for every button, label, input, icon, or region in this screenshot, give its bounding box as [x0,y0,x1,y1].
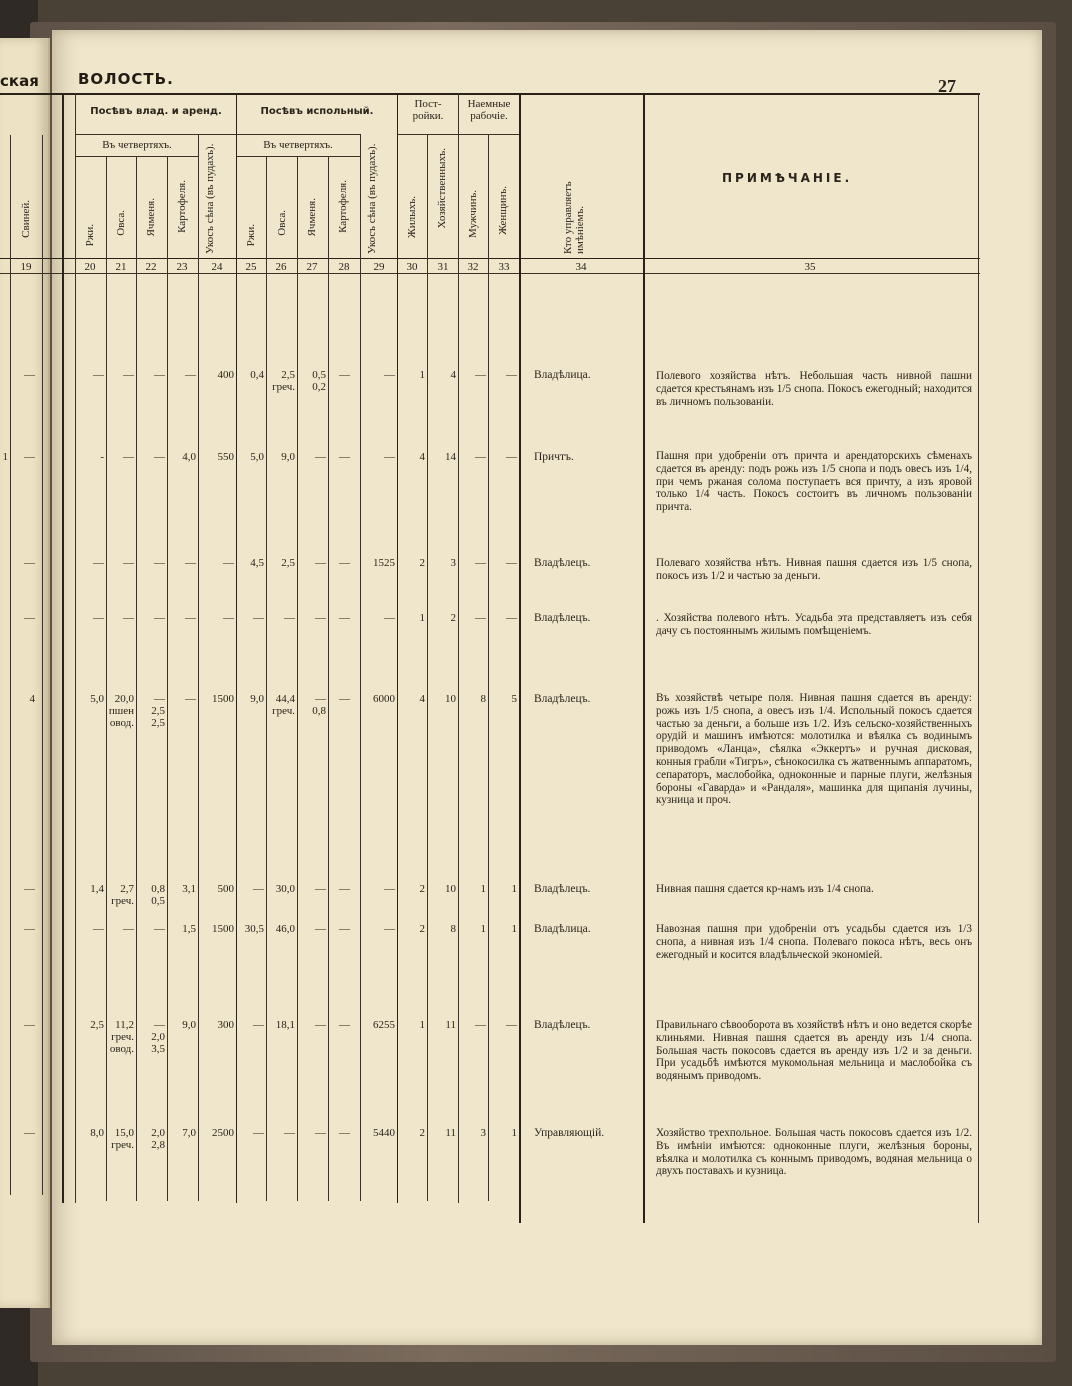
col-number: 30 [406,261,418,273]
manager-cell: Владѣлецъ. [534,557,591,569]
note-cell: Хозяйство трехпольное. Большая часть покосовъ сдается изъ 1/2. Въ имѣніи имѣются: одноконные плуги, желѣзныя бороны, вѣялка и молотилка съ коннымъ приводомъ, водяная мельница о двухъ поставахъ и кузница. [656,1127,972,1178]
table-cell: 1 [511,883,517,895]
table-cell-sub: овод. [109,717,134,729]
table-cell: 5440 [373,1127,395,1139]
table-cell: 11 [445,1127,456,1139]
col-zhenshchin: Женщинъ. [497,186,509,235]
table-cell: — [185,557,196,569]
header-workers: Наемные рабочіе. [467,98,511,122]
table-cell: 3,1 [182,883,196,895]
manager-cell: Управляющій. [534,1127,605,1139]
table-cell: — [506,557,517,569]
note-cell: . Хозяйства полевого нѣтъ. Усадьба эта представляетъ изъ себя дачу съ постояннымъ жилымъ помѣщеніемъ. [656,612,972,637]
table-cell: 11,2 [115,1019,134,1031]
table-cell-sub: пшен [108,705,134,717]
table-cell: — [24,1019,35,1031]
table-cell-sub: 3,5 [151,1043,165,1055]
table-cell: 30,0 [275,883,295,895]
vline [519,93,521,1223]
table-cell: 1 [419,1019,425,1031]
table-cell: 1 [511,1127,517,1139]
table-cell: 2,7 [120,883,134,895]
table-cell-sub: 0,8 [312,705,326,717]
table-cell: 4 [419,693,425,705]
table-cell: — [24,557,35,569]
header-buildings: Пост- ройки. [412,98,444,122]
table-cell: — [339,923,350,935]
table-cell: 8 [450,923,456,935]
table-cell: — [93,612,104,624]
table-cell: 300 [217,1019,234,1031]
table-cell: — [475,369,486,381]
vline [427,134,428,1201]
table-cell: — [315,923,326,935]
note-cell: Полеваго хозяйства нѣтъ. Нивная пашня сдается изъ 1/5 снопа, покосъ изъ 1/2 и частью за деньги. [656,557,972,582]
manager-cell: Причтъ. [534,451,574,463]
table-cell: 400 [217,369,234,381]
table-cell: 1 [419,612,425,624]
table-cell: — [384,612,395,624]
col-khozyaistvennykh: Хозяйственныхъ. [436,148,448,229]
table-cell-sub: 2,5 [151,717,165,729]
col-number: 21 [115,261,127,273]
table-cell: — [284,1127,295,1139]
table-cell: — [506,369,517,381]
table-cell: 2 [419,923,425,935]
table-cell: — [253,883,264,895]
col-yachmenya-1: Ячменя. [145,198,157,237]
table-cell: — [253,612,264,624]
table-cell-sub: 2,8 [151,1139,165,1151]
table-cell: — [93,369,104,381]
table-cell: 46,0 [275,923,295,935]
vline [488,134,489,1201]
table-cell: 0,4 [250,369,264,381]
table-cell: — [284,612,295,624]
volost-header: ВОЛОСТЬ. [78,70,174,88]
col-ukos-2: Укосъ сѣна (въ пудахъ). [366,143,378,254]
vline [458,93,459,1203]
table-cell: 1,5 [182,923,196,935]
table-cell: 10 [445,883,456,895]
table-cell: 4 [419,451,425,463]
table-cell: — [93,557,104,569]
table-cell: 9,0 [182,1019,196,1031]
table-cell: 10 [445,693,456,705]
table-cell: 1 [2,451,8,463]
table-cell: 6255 [373,1019,395,1031]
vline [75,93,76,1203]
col-ukos-1: Укосъ сѣна (въ пудахъ). [204,143,216,254]
table-cell: 4,5 [250,557,264,569]
table-cell: 15,0 [114,1127,134,1139]
table-cell: — [384,451,395,463]
table-cell: 2,5 [90,1019,104,1031]
table-cell: — [384,369,395,381]
table-cell: 1 [480,883,486,895]
note-cell: Въ хозяйствѣ четыре поля. Нивная пашня сдается въ аренду: рожь изъ 1/5 снопа, а овесъ изъ 1/4. Испольный покосъ сдается частью за деньги, а больше изъ 1/2. Изъ сельско-хозяйственныхъ орудій и машинъ имѣются: молотилка и вѣялка съ водинымъ приводомъ «Ланца», сѣялка «Эккертъ» и ручная дисковая, конныя грабли «Тигръ», сѣнокосилка съ жатвеннымъ аппаратомъ, сепараторъ, маслобойка, одноконные и парные плуги, желѣзныя бороны «Гаварда» и «Рандаля», машинка для щипанія лучины, кузница и проч. [656,692,972,807]
table-cell: 9,0 [250,693,264,705]
table-cell: — [475,612,486,624]
col-number: 34 [575,261,587,273]
table-cell: — [24,1127,35,1139]
col-number: 24 [211,261,223,273]
col-number: 22 [145,261,157,273]
vline [360,134,361,1201]
table-cell: — [185,612,196,624]
table-cell: — [123,612,134,624]
table-top-rule [0,93,980,95]
table-cell: 2,0 [151,1127,165,1139]
col-primechanie: ПРИМѢЧАНІЕ. [722,171,853,185]
table-cell: — [154,451,165,463]
table-cell: — [24,612,35,624]
table-cell: 1500 [212,923,234,935]
table-cell: — [339,451,350,463]
table-cell: 11 [445,1019,456,1031]
table-cell-sub: овод. [109,1043,134,1055]
table-cell: — [506,612,517,624]
col-number: 32 [467,261,479,273]
col-number: 28 [338,261,350,273]
table-cell: — [123,369,134,381]
table-cell: 5,0 [250,451,264,463]
table-cell: — [253,1019,264,1031]
manager-cell: Владѣлецъ. [534,693,591,705]
table-cell: — [24,923,35,935]
col-number: 20 [84,261,96,273]
header-rule-quarters-2 [236,156,360,157]
col-ovsa-1: Овса. [115,210,127,236]
col-number: 29 [373,261,385,273]
table-cell: 1 [419,369,425,381]
manager-cell: Владѣлица. [534,369,591,381]
col-number: 19 [20,261,32,273]
col-number: 26 [275,261,287,273]
table-cell: — [154,1019,165,1031]
table-cell: — [475,451,486,463]
col-rzhi-2: Ржи. [245,224,257,247]
table-cell: — [154,693,165,705]
table-cell: — [339,1127,350,1139]
col-number: 31 [437,261,449,273]
vline [167,156,168,1201]
table-cell: 6000 [373,693,395,705]
table-cell: 1525 [373,557,395,569]
table-cell: 3 [450,557,456,569]
table-cell: 2500 [212,1127,234,1139]
table-cell: — [339,693,350,705]
table-cell: — [384,883,395,895]
table-cell: — [315,612,326,624]
col-zhilykh: Жилыхъ. [406,196,418,239]
table-cell-sub: греч. [272,381,295,393]
table-cell: — [123,451,134,463]
table-cell: 550 [217,451,234,463]
table-cell-sub: греч. [111,1139,134,1151]
table-cell: 2,5 [281,557,295,569]
table-cell: — [185,693,196,705]
note-cell: Навозная пашня при удобреніи отъ усадьбы сдается изъ 1/3 снопа, а нивная изъ 1/4 снопа. Полеваго покоса нѣтъ, весь онъ ежегодный и косится владѣльческой экономіей. [656,923,972,961]
vline [297,156,298,1201]
table-cell: — [339,883,350,895]
col-number: 27 [306,261,318,273]
table-cell: — [253,1127,264,1139]
col-number: 33 [498,261,510,273]
table-cell: — [506,451,517,463]
table-cell: — [339,557,350,569]
table-cell: 18,1 [275,1019,295,1031]
table-cell: — [384,923,395,935]
col-muzhchin: Мужчинъ. [467,190,479,238]
manager-cell: Владѣлица. [534,923,591,935]
header-rule-groups [75,134,360,135]
table-cell: 0,5 [312,369,326,381]
table-cell: 1 [511,923,517,935]
vline [10,135,11,1195]
table-cell: — [315,1127,326,1139]
table-cell: 4,0 [182,451,196,463]
table-cell: 1 [480,923,486,935]
vline [266,156,267,1201]
table-cell: — [154,612,165,624]
col-number-rule [0,273,980,274]
table-cell: — [93,923,104,935]
header-quarters-1: Въ четвертяхъ. [102,139,172,151]
vline [42,135,43,1195]
col-number: 35 [804,261,816,273]
table-cell: 2 [419,557,425,569]
table-cell: 2 [450,612,456,624]
table-cell: 2 [419,883,425,895]
table-cell-sub: 0,2 [312,381,326,393]
table-cell: — [154,923,165,935]
table-cell: 4 [29,693,35,705]
col-number: 25 [245,261,257,273]
vline [136,156,137,1201]
table-cell: 14 [445,451,456,463]
col-number: 23 [176,261,188,273]
manager-cell: Владѣлецъ. [534,1019,591,1031]
table-cell: 2,5 [281,369,295,381]
table-cell-sub: греч. [111,1031,134,1043]
table-cell: — [123,923,134,935]
table-cell: — [123,557,134,569]
table-cell: 44,4 [275,693,295,705]
table-cell: — [339,1019,350,1031]
table-cell: — [24,883,35,895]
header-bottom-rule [0,258,980,259]
vline [978,93,979,1223]
table-cell: — [223,612,234,624]
table-cell: — [315,1019,326,1031]
header-quarters-2: Въ четвертяхъ. [263,139,333,151]
table-cell: — [506,1019,517,1031]
vline [236,93,237,1203]
vline [643,93,645,1223]
col-svinej: Свиней. [20,200,32,238]
table-cell: — [223,557,234,569]
table-cell: — [24,451,35,463]
header-sown-share: Посѣвъ испольный. [260,106,374,117]
col-kartofelya-1: Картофеля. [176,180,188,233]
col-kartofelya-2: Картофеля. [337,180,349,233]
table-cell-sub: греч. [111,895,134,907]
manager-cell: Владѣлецъ. [534,883,591,895]
vline [397,93,398,1203]
vline [106,156,107,1201]
table-cell-sub: 2,5 [151,705,165,717]
table-cell: — [24,369,35,381]
vline-main [62,93,64,1203]
col-yachmenya-2: Ячменя. [306,198,318,237]
table-cell: 500 [217,883,234,895]
table-cell: — [475,557,486,569]
manager-cell: Владѣлецъ. [534,612,591,624]
table-cell: 9,0 [281,451,295,463]
header-sown-own: Посѣвъ влад. и аренд. [90,106,222,117]
table-cell: — [315,557,326,569]
table-cell: - [100,451,104,463]
table-cell: 5 [511,693,517,705]
table-cell: — [339,612,350,624]
table-cell: 4 [450,369,456,381]
table-cell: 8,0 [90,1127,104,1139]
table-cell: — [339,369,350,381]
table-cell: 1500 [212,693,234,705]
col-kto: Кто управляетъ имѣніемъ. [562,181,586,254]
table-cell: — [154,557,165,569]
page-number: 27 [938,76,956,96]
table-cell: 1,4 [90,883,104,895]
left-page-header: ская [0,72,39,90]
table-cell: — [315,693,326,705]
table-cell: 2 [419,1127,425,1139]
table-cell: 30,5 [244,923,264,935]
table-cell: — [475,1019,486,1031]
table-cell: — [154,369,165,381]
table-cell-sub: греч. [272,705,295,717]
col-rzhi-1: Ржи. [84,224,96,247]
note-cell: Правильнаго сѣвооборота въ хозяйствѣ нѣтъ и оно ведется скорѣе клиньями. Нивная пашня сдается въ аренду изъ 1/4 снопа. Большая часть покосовъ сдается въ аренду изъ 1/2 и за деньги. При усадьбѣ имѣются мукомольная мельница и маслобойка съ водянымъ приводомъ. [656,1019,972,1083]
note-cell: Нивная пашня сдается кр-намъ изъ 1/4 снопа. [656,883,874,895]
table-cell: — [315,451,326,463]
table-cell: 8 [480,693,486,705]
table-cell-sub: 0,5 [151,895,165,907]
vline [198,134,199,1201]
table-cell-sub: 2,0 [151,1031,165,1043]
table-cell: 20,0 [114,693,134,705]
table-cell: 7,0 [182,1127,196,1139]
table-cell: — [185,369,196,381]
note-cell: Полевого хозяйства нѣтъ. Небольшая часть нивной пашни сдается крестьянамъ изъ 1/5 снопа. Покосъ ежегодный; находится въ личномъ пользованіи. [656,370,972,408]
vline [328,156,329,1201]
table-cell: 0,8 [151,883,165,895]
table-cell: 5,0 [90,693,104,705]
note-cell: Пашня при удобреніи отъ причта и арендаторскихъ сѣменахъ сдается въ аренду: подъ рожь изъ 1/5 снопа и подъ овесъ изъ 1/4, при чемъ ржаная солома поступаетъ вся причту, а изъ яровой только 1/4 часть. Покосъ состоитъ въ личномъ пользованіи причта. [656,450,972,514]
table-cell: — [315,883,326,895]
table-cell: 3 [480,1127,486,1139]
col-ovsa-2: Овса. [276,210,288,236]
